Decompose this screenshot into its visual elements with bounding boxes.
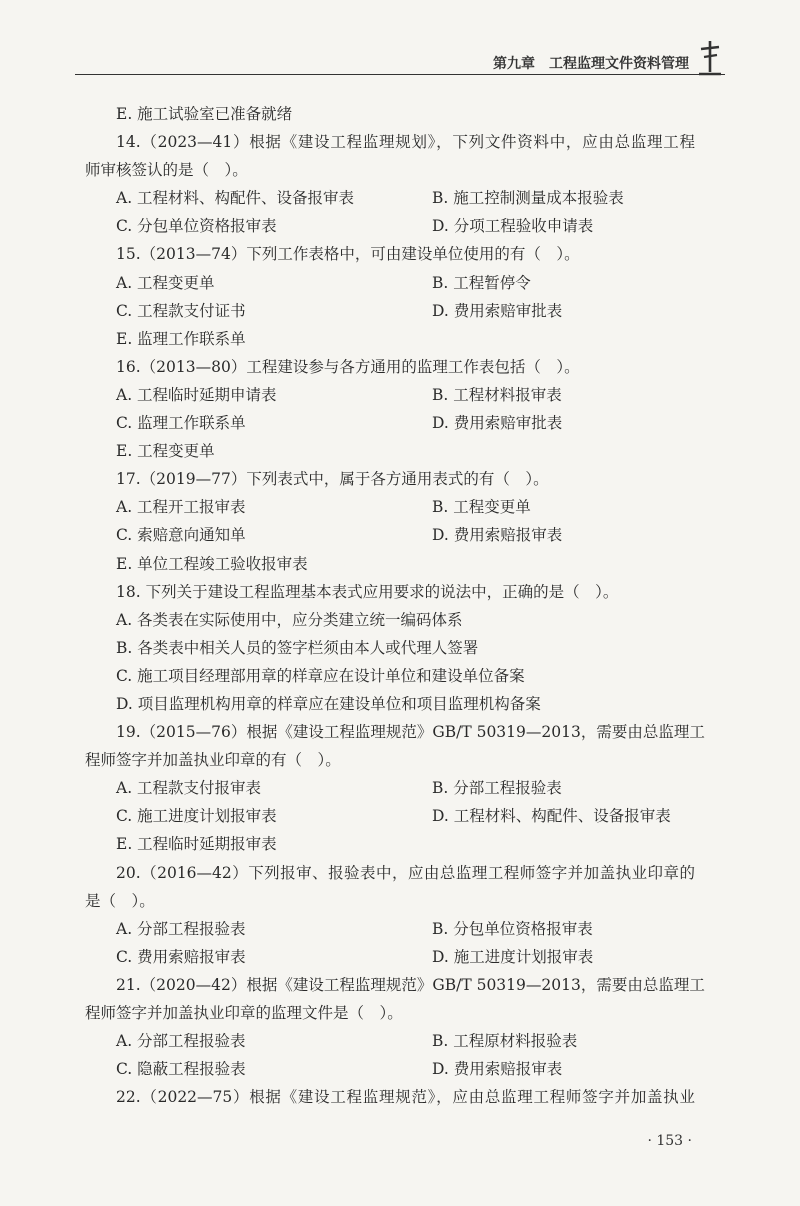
option-right: D. 费用索赔审批表 [432, 414, 563, 433]
option-row [85, 381, 695, 409]
option-right: B. 分部工程报验表 [432, 779, 562, 798]
option-row [85, 297, 695, 325]
option-left: C. 索赔意向通知单 [116, 526, 246, 545]
option-left: A. 工程材料、构配件、设备报审表 [116, 189, 355, 208]
option-right: B. 分包单位资格报审表 [432, 919, 593, 938]
option-row [85, 493, 695, 521]
text-line: 是（ ）。 [85, 891, 155, 910]
text-line: 程师签字并加盖执业印章的监理文件是（ ）。 [85, 1004, 403, 1022]
chapter-number: 第九章 [493, 56, 535, 72]
text-line: 20.（2016—42）下列报审、报验表中，应由总监理工程师签字并加盖执业印章的 [116, 863, 695, 882]
option-row [85, 943, 695, 971]
option-right: D. 费用索赔报审表 [432, 526, 563, 545]
chapter-name: 工程监理文件资料管理 [549, 56, 689, 72]
option-right: B. 工程变更单 [432, 498, 531, 517]
option-row [85, 521, 695, 549]
option-row [85, 802, 695, 830]
option-left: A. 工程款支付报审表 [116, 779, 262, 798]
option-left: A. 分部工程报验表 [116, 919, 246, 938]
text-line: 18. 下列关于建设工程监理基本表式应用要求的说法中，正确的是（ ）。 [116, 582, 619, 601]
text-line: B. 各类表中相关人员的签字栏须由本人或代理人签署 [116, 638, 479, 657]
option-row [85, 269, 695, 297]
option-row [85, 1055, 695, 1083]
option-left: C. 施工进度计划报审表 [116, 807, 277, 826]
text-line: 14.（2023—41）根据《建设工程监理规划》，下列文件资料中，应由总监理工程 [116, 133, 695, 152]
text-line: E. 单位工程竣工验收报审表 [116, 554, 308, 573]
running-header [75, 40, 725, 80]
header-rule [75, 74, 725, 75]
text-line: E. 工程临时延期报审表 [116, 835, 277, 854]
text-line: C. 施工项目经理部用章的样章应在设计单位和建设单位备案 [116, 666, 525, 685]
text-line: 16.（2013—80）工程建设参与各方通用的监理工作表包括（ ）。 [116, 357, 580, 376]
text-line: E. 监理工作联系单 [116, 329, 246, 348]
option-row [85, 212, 695, 240]
option-row [85, 915, 695, 943]
signpost-icon [695, 38, 725, 76]
option-left: C. 分包单位资格报审表 [116, 217, 277, 236]
option-right: B. 施工控制测量成本报验表 [432, 189, 624, 208]
page-number: · 153 · [647, 1133, 692, 1149]
option-left: C. 费用索赔报审表 [116, 947, 246, 966]
option-right: B. 工程材料报审表 [432, 385, 562, 404]
option-right: D. 费用索赔审批表 [432, 301, 563, 320]
option-left: A. 工程临时延期申请表 [116, 385, 277, 404]
option-left: A. 工程开工报审表 [116, 498, 246, 517]
option-right: D. 施工进度计划报审表 [432, 947, 594, 966]
option-right: D. 工程材料、构配件、设备报审表 [432, 807, 671, 826]
text-line: 19.（2015—76）根据《建设工程监理规范》GB/T 50319—2013，需要由总监理工 [116, 723, 705, 742]
option-row [85, 184, 695, 212]
option-left: C. 隐蔽工程报验表 [116, 1060, 246, 1079]
text-line: 21.（2020—42）根据《建设工程监理规范》GB/T 50319—2013，需要由总监理工 [116, 975, 705, 994]
text-line: D. 项目监理机构用章的样章应在建设单位和项目监理机构备案 [116, 694, 541, 713]
text-line: 师审核签认的是（ ）。 [85, 161, 248, 180]
page-content [85, 100, 705, 1111]
text-line: 22.（2022—75）根据《建设工程监理规范》，应由总监理工程师签字并加盖执业 [116, 1088, 695, 1107]
option-left: A. 工程变更单 [116, 273, 215, 292]
text-line: 17.（2019—77）下列表式中，属于各方通用表式的有（ ）。 [116, 470, 549, 489]
text-line: 程师签字并加盖执业印章的有（ ）。 [85, 751, 341, 770]
option-left: A. 分部工程报验表 [116, 1032, 246, 1051]
option-right: D. 费用索赔报审表 [432, 1060, 563, 1079]
text-line: E. 施工试验室已准备就绪 [116, 105, 293, 123]
chapter-title [493, 53, 689, 73]
option-row [85, 774, 695, 802]
text-line: E. 工程变更单 [116, 442, 215, 461]
text-line: 15.（2013—74）下列工作表格中，可由建设单位使用的有（ ）。 [116, 245, 580, 264]
option-left: C. 工程款支付证书 [116, 301, 246, 320]
option-row [85, 409, 695, 437]
option-row [85, 1027, 695, 1055]
text-line: A. 各类表在实际使用中，应分类建立统一编码体系 [116, 610, 463, 629]
option-right: D. 分项工程验收申请表 [432, 217, 594, 236]
option-right: B. 工程暂停令 [432, 273, 531, 292]
option-right: B. 工程原材料报验表 [432, 1032, 578, 1051]
option-left: C. 监理工作联系单 [116, 414, 246, 433]
